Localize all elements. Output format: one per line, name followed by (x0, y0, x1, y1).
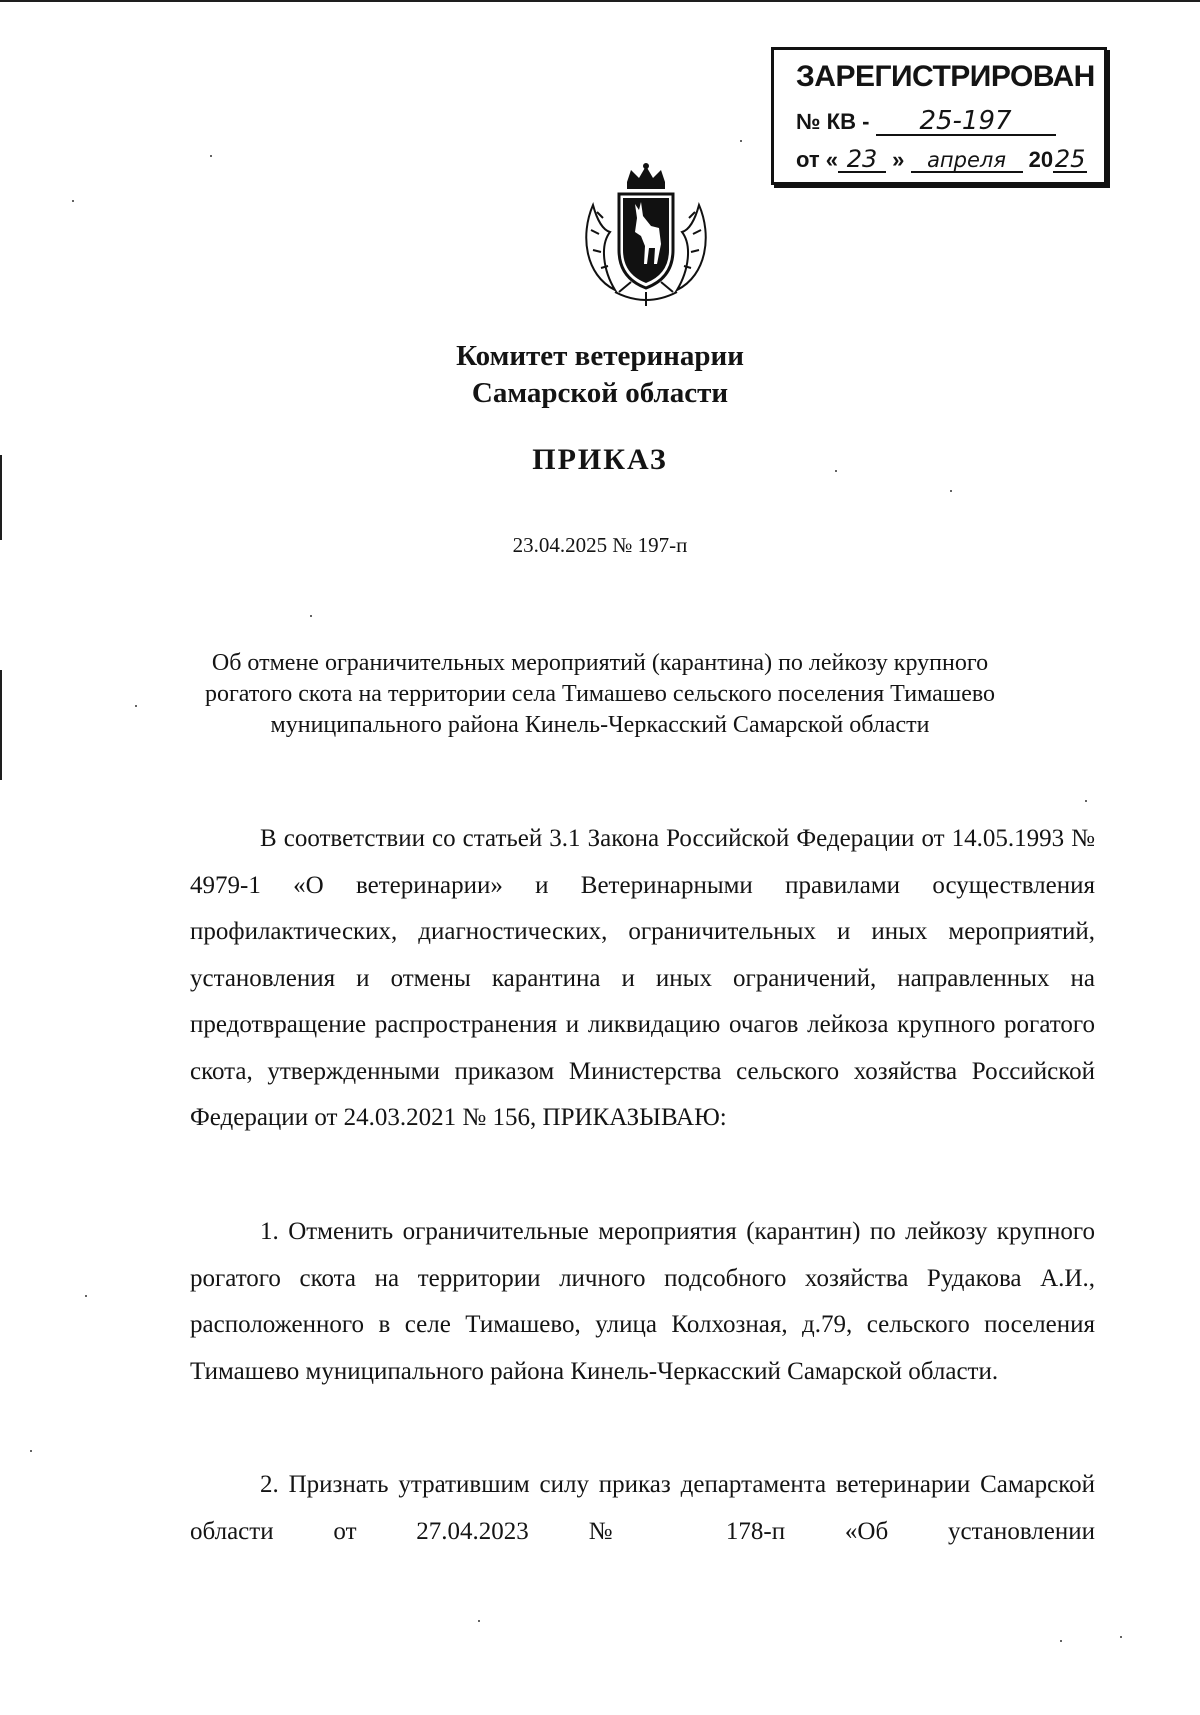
body-preamble: В соответствии со статьей 3.1 Закона Российской Федерации от 14.05.1993 № 4979-1 «О ветеринарии» и Ветеринарными правилами осуществления профилактических, диагностических, ограничительных и иных мероприятий, установления и отмены карантина и иных ограничений, направленных на предотвращение распространения и ликвидацию очагов лейкоза крупного рогатого скота, утвержденными приказом Министерства сельского хозяйства Российской Федерации от 24.03.2021 № 156, ПРИКАЗЫВАЮ: (190, 825, 1095, 1131)
scan-speck (310, 615, 312, 617)
scan-speck (478, 1620, 480, 1622)
scan-edge-top (0, 0, 1200, 2)
body-item-2: 2. Признать утратившим силу приказ департамента ветеринарии Самарской области от 27.04.2023 № 178-п «Об установлении (190, 1471, 1095, 1545)
scan-speck (30, 1450, 32, 1452)
registration-stamp (771, 47, 1107, 185)
stamp-date-row (796, 147, 1087, 173)
stamp-day-handwritten: 23 (838, 147, 886, 173)
organization-name-line2: Самарской области (471, 377, 729, 409)
stamp-date-mid: » (892, 147, 905, 172)
subject-line2: рогатого скота на территории села Тимашево сельского поселения Тимашево (204, 681, 996, 707)
scan-speck (210, 155, 212, 157)
stamp-date-prefix: от « (796, 147, 839, 172)
coat-of-arms-emblem (575, 160, 717, 310)
stamp-month-handwritten: апреля (911, 150, 1023, 173)
subject-line1: Об отмене ограничительных мероприятий (карантина) по лейкозу крупного (211, 650, 989, 676)
body-item-1: 1. Отменить ограничительные мероприятия (карантин) по лейкозу крупного рогатого скота на территории личного подсобного хозяйства Рудакова А.И., расположенного в селе Тимашево, улица Колхозная, д.79, сельского поселения Тимашево муниципального района Кинель-Черкасский Самарской области. (190, 1218, 1095, 1385)
stamp-year-prefix: 20 (1028, 147, 1054, 172)
scan-speck (135, 705, 137, 707)
scan-speck (85, 1295, 87, 1297)
document-date-number: 23.04.2025 № 197-п (512, 533, 688, 557)
scan-speck (1120, 1636, 1122, 1638)
stamp-number-prefix: № КВ - (796, 109, 870, 134)
scan-speck (1085, 800, 1087, 802)
organization-name-line1: Комитет ветеринарии (456, 340, 744, 372)
scan-speck (950, 490, 952, 492)
scan-speck (835, 470, 837, 472)
document-subject (0, 648, 1200, 741)
subject-line3: муниципального района Кинель-Черкасский Самарской области (270, 712, 930, 738)
stamp-number-row (796, 108, 1056, 136)
document-type: ПРИКАЗ (532, 443, 668, 476)
stamp-number-handwritten: 25-197 (876, 108, 1056, 136)
scan-speck (72, 200, 74, 202)
scan-speck (1060, 1640, 1062, 1642)
stamp-year-handwritten: 25 (1054, 145, 1086, 173)
stamp-title: ЗАРЕГИСТРИРОВАН (796, 60, 1095, 93)
organization-name (0, 338, 1200, 412)
scan-speck (740, 140, 742, 142)
